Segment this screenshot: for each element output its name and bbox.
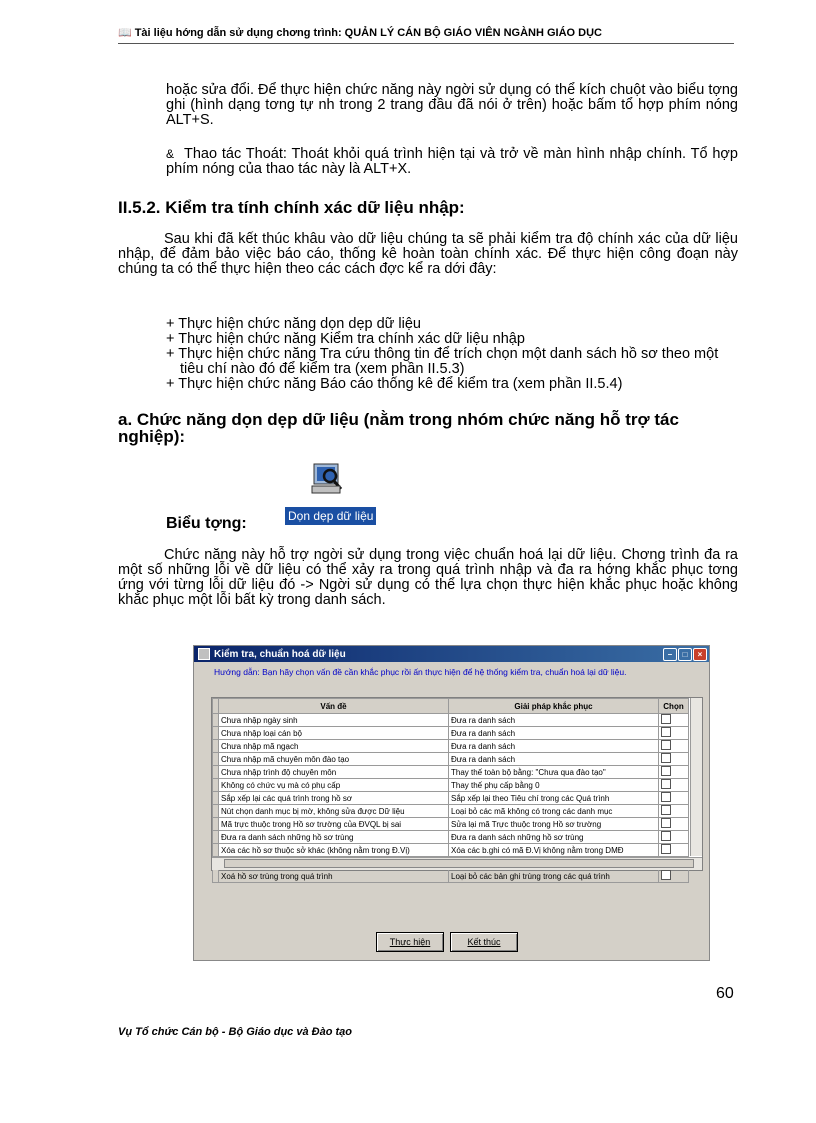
header-text: Tài liệu hớng dẫn sử dụng chơng trình: QUẢN LÝ CÁN BỘ GIÁO VIÊN NGÀNH GIÁO DỤC — [134, 27, 602, 39]
cell-select[interactable] — [659, 831, 689, 844]
data-cleanup-icon — [310, 462, 346, 496]
close-icon[interactable]: × — [693, 648, 707, 661]
cell-issue: Xóa các hồ sơ thuộc sở khác (không nằm trong Đ.Vị) — [219, 844, 449, 857]
data-check-dialog — [193, 645, 710, 961]
section-heading-2-5-2: II.5.2. Kiểm tra tính chính xác dữ liệu nhập: — [118, 198, 465, 217]
cell-select[interactable] — [659, 792, 689, 805]
cell-solution: Thay thế phụ cấp bằng 0 — [449, 779, 659, 792]
cell-solution: Đưa ra danh sách — [449, 727, 659, 740]
dialog-guide: Hướng dẫn: Bạn hãy chọn vấn đề cần khắc phục rồi ấn thực hiện để hệ thống kiểm tra, chuẩn hoá lại dữ liệu. — [214, 667, 627, 677]
bullet-glyph-icon: & — [166, 147, 175, 161]
dialog-title: Kiểm tra, chuẩn hoá dữ liệu — [214, 648, 346, 660]
dialog-titlebar — [194, 646, 709, 662]
select-checkbox[interactable] — [661, 714, 671, 724]
table-row[interactable] — [213, 753, 689, 766]
table-row[interactable] — [213, 779, 689, 792]
select-checkbox[interactable] — [661, 727, 671, 737]
cell-solution: Đưa ra danh sách — [449, 740, 659, 753]
cell-select[interactable] — [659, 844, 689, 857]
cell-issue: Không có chức vụ mà có phụ cấp — [219, 779, 449, 792]
cell-issue: Chưa nhập ngày sinh — [219, 714, 449, 727]
cell-issue: Sắp xếp lại các quá trình trong hồ sơ — [219, 792, 449, 805]
paragraph-2-text: Thao tác Thoát: Thoát khỏi quá trình hiện tại và trở về màn hình nhập chính. Tổ hợp phím nóng của thao tác này là ALT+X. — [166, 146, 738, 177]
minimize-icon[interactable]: – — [663, 648, 677, 661]
cell-select[interactable] — [659, 870, 689, 883]
icon-caption: Biểu tợng: — [166, 515, 247, 532]
table-row[interactable] — [213, 818, 689, 831]
table-row[interactable] — [213, 714, 689, 727]
cell-solution: Sắp xếp lại theo Tiêu chí trong các Quá trình — [449, 792, 659, 805]
col-header-issue: Vấn đề — [219, 699, 449, 714]
cell-solution: Đưa ra danh sách — [449, 753, 659, 766]
table-row[interactable] — [213, 831, 689, 844]
cell-solution: Đưa ra danh sách những hồ sơ trùng — [449, 831, 659, 844]
data-cleanup-label: Dọn dẹp dữ liệu — [285, 507, 376, 525]
page-footer: Vụ Tổ chức Cán bộ - Bộ Giáo dục và Đào tạo — [118, 1026, 352, 1038]
maximize-icon[interactable]: □ — [678, 648, 692, 661]
horizontal-scrollbar[interactable] — [212, 857, 702, 870]
cell-issue: Chưa nhập trình độ chuyên môn — [219, 766, 449, 779]
select-checkbox[interactable] — [661, 753, 671, 763]
paragraph-4: Chức năng này hỗ trợ ngời sử dụng trong việc chuẩn hoá lại dữ liệu. Chơng trình đa ra một số những lỗi về dữ liệu có thể xảy ra trong quá trình nhập và đa ra hớng khắc phục tơng ứng với từng lỗi dữ liệu đó -> Ngời sử dụng có thể lựa chọn thực hiện khắc phục hoặc không khắc phục một lỗi bất kỳ trong danh sách. — [118, 547, 738, 608]
col-header-solution: Giải pháp khắc phục — [449, 699, 659, 714]
cell-select[interactable] — [659, 805, 689, 818]
cell-issue: Mã trực thuộc trong Hồ sơ trường của ĐVQL bị sai — [219, 818, 449, 831]
list-item: + Thực hiện chức năng dọn dẹp dữ liệu — [166, 316, 421, 332]
select-checkbox[interactable] — [661, 805, 671, 815]
page-number: 60 — [716, 985, 734, 1002]
select-checkbox[interactable] — [661, 870, 671, 880]
cell-select[interactable] — [659, 779, 689, 792]
paragraph-3: Sau khi đã kết thúc khâu vào dữ liệu chúng ta sẽ phải kiểm tra độ chính xác của dữ liệu nhập, để đảm bảo việc báo cáo, thống kê hoàn toàn chính xác. Để thực hiện công đoạn này chúng ta có thể thực hiện theo các cách đợc kể ra dới đây: — [118, 231, 738, 277]
table-row[interactable] — [213, 805, 689, 818]
cell-solution: Đưa ra danh sách — [449, 714, 659, 727]
method-list — [166, 317, 738, 392]
select-checkbox[interactable] — [661, 831, 671, 841]
table-row[interactable] — [213, 792, 689, 805]
select-checkbox[interactable] — [661, 740, 671, 750]
cell-solution: Loại bỏ các mã không có trong các danh mục — [449, 805, 659, 818]
cell-issue: Chưa nhập mã ngạch — [219, 740, 449, 753]
cell-select[interactable] — [659, 740, 689, 753]
cell-select[interactable] — [659, 727, 689, 740]
select-checkbox[interactable] — [661, 779, 671, 789]
page-header — [118, 26, 734, 44]
table-row[interactable] — [213, 844, 689, 857]
cell-solution: Thay thế toàn bộ bằng: "Chưa qua đào tạo" — [449, 766, 659, 779]
issues-grid — [211, 697, 703, 881]
list-item: + Thực hiện chức năng Kiểm tra chính xác dữ liệu nhập — [166, 331, 525, 347]
execute-button[interactable]: Thực hiện — [376, 932, 444, 952]
issues-table — [212, 698, 689, 883]
col-header-select: Chọn — [659, 699, 689, 714]
cell-issue: Nút chọn danh mục bị mờ, không sửa được Dữ liệu — [219, 805, 449, 818]
cell-issue: Chưa nhập loại cán bộ — [219, 727, 449, 740]
list-item: + Thực hiện chức năng Tra cứu thông tin để trích chọn một danh sách hồ sơ theo một tiêu chí nào đó để kiểm tra (xem phần II.5.3) — [166, 346, 719, 377]
cell-select[interactable] — [659, 766, 689, 779]
paragraph-2 — [166, 147, 738, 177]
select-checkbox[interactable] — [661, 818, 671, 828]
book-icon: 📖 — [118, 27, 132, 39]
select-checkbox[interactable] — [661, 844, 671, 854]
select-checkbox[interactable] — [661, 792, 671, 802]
app-icon — [198, 648, 210, 660]
paragraph-1: hoặc sửa đổi. Để thực hiện chức năng này ngời sử dụng có thể kích chuột vào biểu tợng ghi (hình dạng tơng tự nh trong 2 trang đầu đã nói ở trên) hoặc bấm tổ hợp phím nóng ALT+S. — [166, 82, 738, 128]
cell-issue: Đưa ra danh sách những hồ sơ trùng — [219, 831, 449, 844]
cell-select[interactable] — [659, 714, 689, 727]
cell-solution: Sửa lại mã Trực thuộc trong Hồ sơ trường — [449, 818, 659, 831]
section-heading-a: a. Chức năng dọn dẹp dữ liệu (nằm trong nhóm chức năng hỗ trợ tác nghiệp): — [118, 410, 679, 446]
table-header-row — [213, 699, 689, 714]
list-item: + Thực hiện chức năng Báo cáo thống kê để kiểm tra (xem phần II.5.4) — [166, 376, 623, 392]
cell-issue: Xoá hồ sơ trùng trong quá trình — [219, 870, 449, 883]
cell-solution: Loại bỏ các bản ghi trùng trong các quá trình — [449, 870, 659, 883]
table-row[interactable] — [213, 727, 689, 740]
scroll-thumb[interactable] — [224, 859, 694, 868]
select-checkbox[interactable] — [661, 766, 671, 776]
table-row[interactable] — [213, 766, 689, 779]
cell-select[interactable] — [659, 818, 689, 831]
cell-solution: Xóa các b.ghi có mã Đ.Vị không nằm trong DMĐ — [449, 844, 659, 857]
cell-select[interactable] — [659, 753, 689, 766]
vertical-scrollbar[interactable] — [690, 698, 702, 856]
table-row[interactable] — [213, 870, 689, 883]
table-row[interactable] — [213, 740, 689, 753]
cell-issue: Chưa nhập mã chuyên môn đào tạo — [219, 753, 449, 766]
exit-button[interactable]: Kết thúc — [450, 932, 518, 952]
